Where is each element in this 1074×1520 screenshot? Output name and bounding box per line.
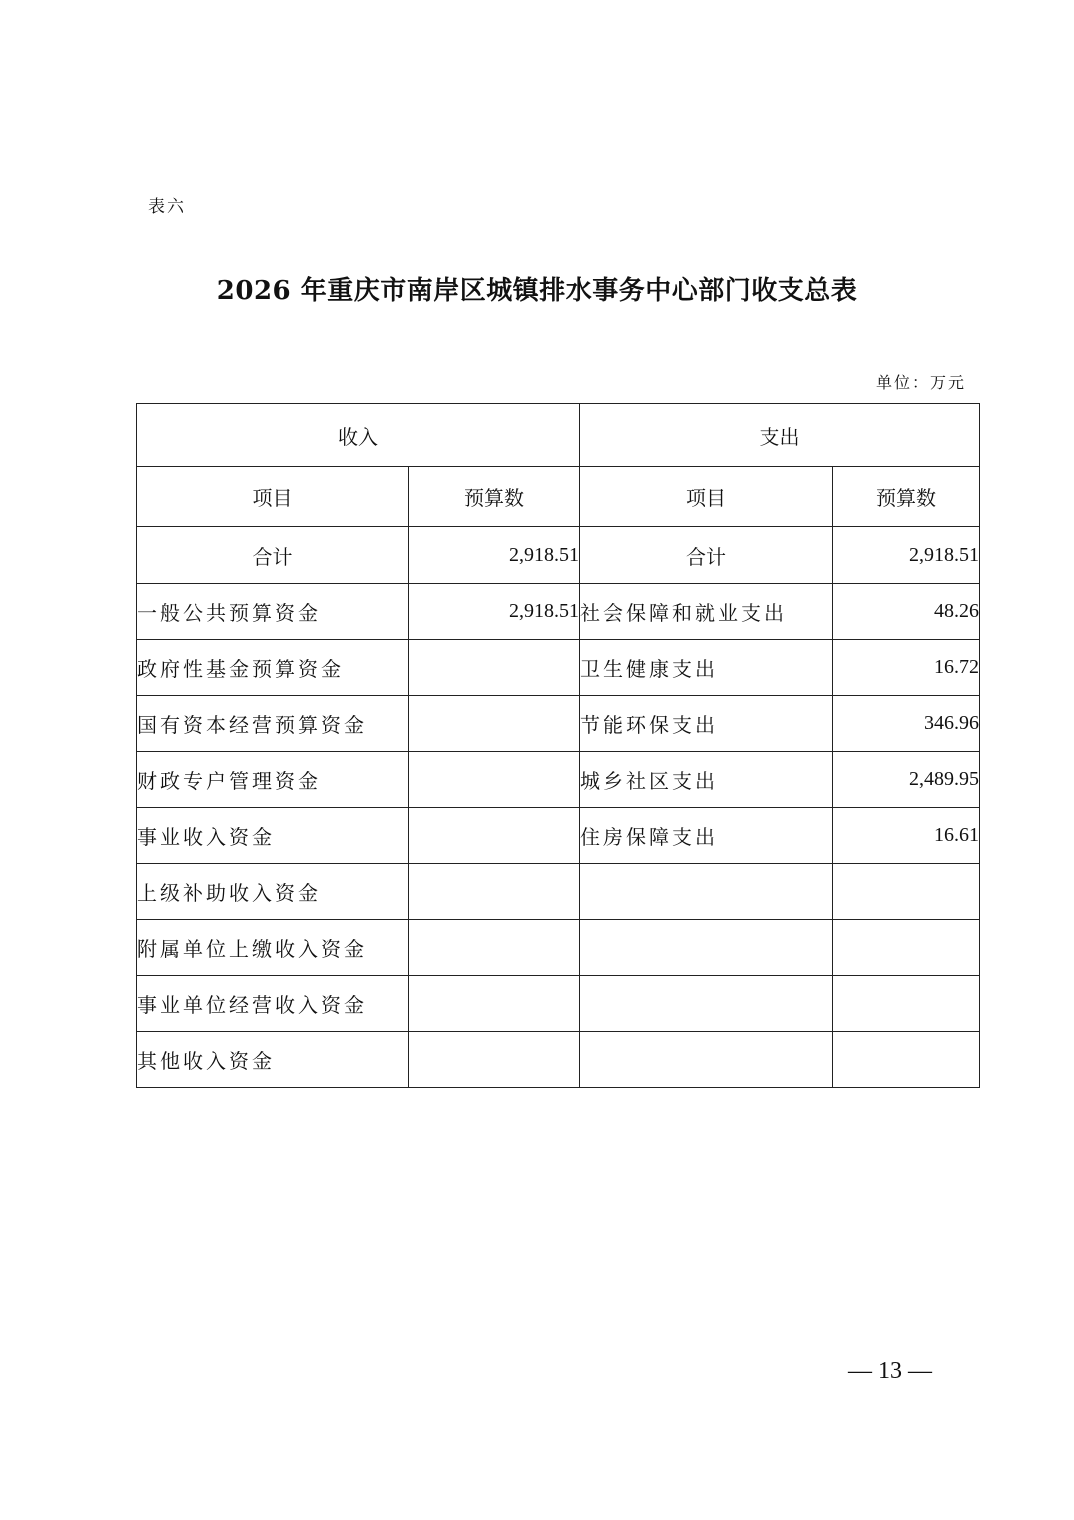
income-amount-column-header: 预算数 — [409, 467, 580, 527]
unit-label: 单位：万元 — [875, 373, 966, 392]
expense-item-amount — [833, 864, 980, 920]
table-row — [137, 1032, 980, 1088]
income-item-name: 国有资本经营预算资金 — [137, 696, 409, 752]
income-item-column-header: 项目 — [137, 467, 409, 527]
income-item-amount — [409, 808, 580, 864]
expense-item-name — [580, 1032, 833, 1088]
income-item-amount — [409, 752, 580, 808]
expense-section-header: 支出 — [580, 404, 980, 467]
budget-summary-table — [136, 403, 980, 1088]
expense-item-amount: 48.26 — [833, 584, 980, 640]
table-row — [137, 864, 980, 920]
expense-item-amount: 346.96 — [833, 696, 980, 752]
expense-item-name — [580, 920, 833, 976]
expense-item-name: 节能环保支出 — [580, 696, 833, 752]
income-section-header: 收入 — [137, 404, 580, 467]
income-total-amount: 2,918.51 — [409, 527, 580, 584]
income-item-amount — [409, 920, 580, 976]
income-item-amount — [409, 976, 580, 1032]
table-row — [137, 752, 980, 808]
expense-item-amount: 16.61 — [833, 808, 980, 864]
total-row — [137, 527, 980, 584]
income-item-amount: 2,918.51 — [409, 584, 580, 640]
expense-item-column-header: 项目 — [580, 467, 833, 527]
expense-item-name: 城乡社区支出 — [580, 752, 833, 808]
expense-total-label: 合计 — [580, 527, 833, 584]
expense-item-name: 卫生健康支出 — [580, 640, 833, 696]
table-row — [137, 584, 980, 640]
income-item-name: 其他收入资金 — [137, 1032, 409, 1088]
expense-item-name: 社会保障和就业支出 — [580, 584, 833, 640]
expense-item-amount — [833, 1032, 980, 1088]
expense-item-amount — [833, 976, 980, 1032]
expense-item-amount — [833, 920, 980, 976]
table-row — [137, 696, 980, 752]
table-row — [137, 920, 980, 976]
income-item-amount — [409, 640, 580, 696]
income-item-amount — [409, 864, 580, 920]
page-title: 2026 年重庆市南岸区城镇排水事务中心部门收支总表 — [216, 276, 858, 306]
column-header-row — [137, 467, 980, 527]
income-item-amount — [409, 696, 580, 752]
expense-item-name: 住房保障支出 — [580, 808, 833, 864]
income-item-name: 一般公共预算资金 — [137, 584, 409, 640]
expense-item-name — [580, 976, 833, 1032]
income-item-name: 政府性基金预算资金 — [137, 640, 409, 696]
income-item-amount — [409, 1032, 580, 1088]
table-row — [137, 640, 980, 696]
income-total-label: 合计 — [137, 527, 409, 584]
income-item-name: 事业收入资金 — [137, 808, 409, 864]
expense-item-amount: 2,489.95 — [833, 752, 980, 808]
expense-total-amount: 2,918.51 — [833, 527, 980, 584]
page-number: — 13 — — [848, 1358, 932, 1384]
income-item-name: 事业单位经营收入资金 — [137, 976, 409, 1032]
income-item-name: 上级补助收入资金 — [137, 864, 409, 920]
table-label: 表六 — [148, 197, 186, 217]
section-header-row — [137, 404, 980, 467]
table-row — [137, 976, 980, 1032]
expense-item-name — [580, 864, 833, 920]
income-item-name: 财政专户管理资金 — [137, 752, 409, 808]
table-row — [137, 808, 980, 864]
income-item-name: 附属单位上缴收入资金 — [137, 920, 409, 976]
expense-item-amount: 16.72 — [833, 640, 980, 696]
expense-amount-column-header: 预算数 — [833, 467, 980, 527]
